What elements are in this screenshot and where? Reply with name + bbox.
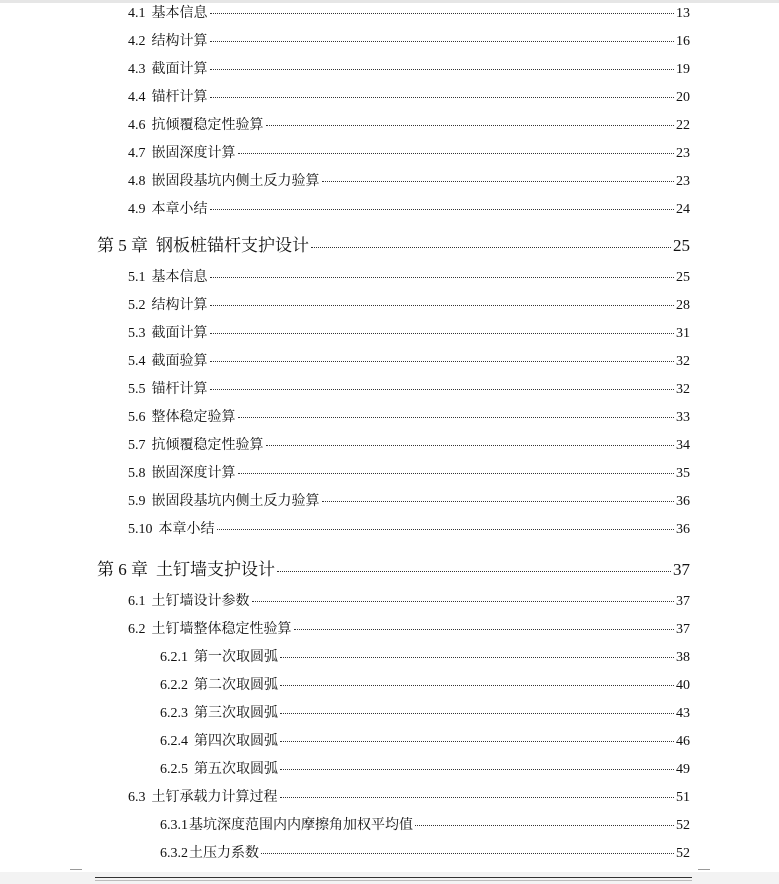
toc-section-entry[interactable]: [128, 618, 690, 638]
footer-rule: [95, 877, 692, 878]
toc-dot-leader: [210, 209, 675, 210]
toc-section-entry[interactable]: [128, 58, 690, 78]
toc-entry-number: 5.5: [128, 382, 146, 397]
toc-subsection-entry[interactable]: [160, 842, 690, 862]
toc-entry-title: 基本信息: [151, 270, 208, 285]
toc-dot-leader: [210, 305, 675, 306]
toc-entry-title: 土钉承载力计算过程: [151, 790, 278, 805]
toc-dot-leader: [210, 13, 675, 14]
toc-entry-title: 整体稳定验算: [151, 410, 236, 425]
toc-page-number: 24: [676, 202, 690, 217]
toc-section-entry[interactable]: [128, 2, 690, 22]
toc-entry-title: 本章小结: [158, 522, 215, 537]
toc-section-entry[interactable]: [128, 30, 690, 50]
toc-entry-title: 基本信息: [151, 6, 208, 21]
toc-dot-leader: [210, 277, 675, 278]
toc-entry-number: 5.10: [128, 522, 153, 537]
toc-entry-number: 第 5 章: [97, 236, 148, 255]
toc-dot-leader: [277, 571, 671, 572]
toc-page-number: 13: [676, 6, 690, 21]
toc-section-entry[interactable]: [128, 322, 690, 342]
toc-entry-title: 锚杆计算: [151, 90, 208, 105]
toc-entry-title: 截面计算: [151, 326, 208, 341]
toc-dot-leader: [210, 97, 675, 98]
toc-entry-title: 嵌固深度计算: [151, 146, 236, 161]
toc-section-entry[interactable]: [128, 86, 690, 106]
toc-dot-leader: [210, 69, 675, 70]
toc-page-number: 28: [676, 298, 690, 313]
toc-entry-number: 5.4: [128, 354, 146, 369]
toc-section-entry[interactable]: [128, 294, 690, 314]
toc-section-entry[interactable]: [128, 406, 690, 426]
toc-page-number: 22: [676, 118, 690, 133]
toc-page-number: 37: [676, 622, 690, 637]
toc-dot-leader: [266, 125, 675, 126]
toc-dot-leader: [238, 417, 675, 418]
toc-dot-leader: [311, 247, 671, 248]
toc-page-number: 52: [676, 846, 690, 861]
toc-section-entry[interactable]: [128, 350, 690, 370]
toc-entry-number: 5.6: [128, 410, 146, 425]
toc-page-number: 35: [676, 466, 690, 481]
toc-subsection-entry[interactable]: [160, 814, 690, 834]
toc-entry-number: 5.8: [128, 466, 146, 481]
toc-entry-number: 6.2.3: [160, 706, 188, 721]
toc-dot-leader: [210, 389, 675, 390]
footer-rule-secondary: [95, 880, 692, 881]
toc-dot-leader: [280, 713, 674, 714]
toc-entry-title: 土钉墙设计参数: [151, 594, 250, 609]
toc-page-number: 25: [676, 270, 690, 285]
toc-dot-leader: [322, 501, 675, 502]
toc-entry-number: 5.1: [128, 270, 146, 285]
toc-page-number: 31: [676, 326, 690, 341]
toc-entry-number: 6.1: [128, 594, 146, 609]
toc-entry-number: 第 6 章: [97, 560, 148, 579]
toc-dot-leader: [217, 529, 675, 530]
toc-dot-leader: [210, 361, 675, 362]
toc-page-number: 32: [676, 382, 690, 397]
toc-entry-number: 6.2.1: [160, 650, 188, 665]
toc-page-number: 25: [673, 236, 690, 255]
toc-dot-leader: [210, 41, 675, 42]
toc-subsection-entry[interactable]: [160, 646, 690, 666]
toc-entry-number: 5.9: [128, 494, 146, 509]
toc-section-entry[interactable]: [128, 170, 690, 190]
toc-entry-title: 土钉墙整体稳定性验算: [151, 622, 292, 637]
toc-section-entry[interactable]: [128, 518, 690, 538]
toc-entry-title: 抗倾覆稳定性验算: [151, 438, 264, 453]
toc-subsection-entry[interactable]: [160, 702, 690, 722]
toc-entry-title: 钢板桩锚杆支护设计: [156, 236, 309, 255]
toc-page-number: 23: [676, 146, 690, 161]
toc-section-entry[interactable]: [128, 198, 690, 218]
toc-entry-number: 4.8: [128, 174, 146, 189]
toc-entry-number: 6.3.1: [160, 818, 188, 833]
toc-dot-leader: [280, 657, 674, 658]
toc-dot-leader: [280, 797, 675, 798]
toc-entry-number: 4.4: [128, 90, 146, 105]
toc-page-number: 37: [676, 594, 690, 609]
toc-page-number: 51: [676, 790, 690, 805]
toc-entry-number: 4.2: [128, 34, 146, 49]
toc-page-number: 49: [676, 762, 690, 777]
toc-dot-leader: [210, 333, 675, 334]
crop-mark-right: [698, 869, 710, 870]
toc-entry-number: 6.2.5: [160, 762, 188, 777]
toc-page-number: 36: [676, 494, 690, 509]
toc-entry-number: 6.3: [128, 790, 146, 805]
toc-page-number: 23: [676, 174, 690, 189]
toc-subsection-entry[interactable]: [160, 758, 690, 778]
toc-entry-title: 第三次取圆弧: [194, 706, 278, 721]
toc-section-entry[interactable]: [128, 266, 690, 286]
toc-page-number: 20: [676, 90, 690, 105]
toc-section-entry[interactable]: [128, 462, 690, 482]
toc-dot-leader: [238, 473, 675, 474]
toc-page-number: 32: [676, 354, 690, 369]
toc-subsection-entry[interactable]: [160, 674, 690, 694]
toc-entry-title: 截面计算: [151, 62, 208, 77]
toc-entry-number: 5.3: [128, 326, 146, 341]
toc-section-entry[interactable]: [128, 378, 690, 398]
toc-page-number: 46: [676, 734, 690, 749]
toc-dot-leader: [266, 445, 675, 446]
toc-entry-title: 土压力系数: [189, 846, 259, 861]
toc-entry-title: 抗倾覆稳定性验算: [151, 118, 264, 133]
toc-chapter-entry[interactable]: [97, 231, 690, 256]
toc-entry-title: 土钉墙支护设计: [156, 560, 275, 579]
toc-entry-title: 第二次取圆弧: [194, 678, 278, 693]
toc-section-entry[interactable]: [128, 490, 690, 510]
toc-dot-leader: [261, 853, 674, 854]
crop-mark-left: [70, 869, 82, 870]
toc-dot-leader: [294, 629, 675, 630]
toc-entry-number: 6.3.2: [160, 846, 188, 861]
toc-page-number: 16: [676, 34, 690, 49]
toc-entry-title: 嵌固段基坑内侧土反力验算: [151, 494, 320, 509]
toc-page-number: 36: [676, 522, 690, 537]
toc-entry-number: 5.7: [128, 438, 146, 453]
toc-section-entry[interactable]: [128, 142, 690, 162]
toc-entry-title: 基坑深度范围内内摩擦角加权平均值: [189, 818, 413, 833]
toc-entry-title: 嵌固段基坑内侧土反力验算: [151, 174, 320, 189]
toc-entry-title: 第一次取圆弧: [194, 650, 278, 665]
toc-dot-leader: [252, 601, 675, 602]
toc-section-entry[interactable]: [128, 590, 690, 610]
toc-page-number: 38: [676, 650, 690, 665]
toc-dot-leader: [280, 769, 674, 770]
toc-section-entry[interactable]: [128, 434, 690, 454]
toc-entry-title: 锚杆计算: [151, 382, 208, 397]
toc-entry-number: 4.6: [128, 118, 146, 133]
toc-page-number: 33: [676, 410, 690, 425]
toc-section-entry[interactable]: [128, 114, 690, 134]
toc-entry-title: 嵌固深度计算: [151, 466, 236, 481]
toc-page-number: 19: [676, 62, 690, 77]
toc-dot-leader: [415, 825, 674, 826]
toc-page-number: 40: [676, 678, 690, 693]
toc-entry-number: 5.2: [128, 298, 146, 313]
toc-entry-number: 4.3: [128, 62, 146, 77]
toc-entry-title: 本章小结: [151, 202, 208, 217]
toc-entry-number: 4.9: [128, 202, 146, 217]
toc-dot-leader: [322, 181, 675, 182]
toc-entry-number: 6.2.2: [160, 678, 188, 693]
toc-entry-number: 6.2.4: [160, 734, 188, 749]
toc-entry-number: 4.1: [128, 6, 146, 21]
toc-dot-leader: [280, 741, 674, 742]
toc-page-number: 37: [673, 560, 690, 579]
toc-entry-number: 6.2: [128, 622, 146, 637]
toc-entry-title: 第四次取圆弧: [194, 734, 278, 749]
toc-entry-title: 结构计算: [151, 34, 208, 49]
toc-subsection-entry[interactable]: [160, 730, 690, 750]
toc-page-number: 52: [676, 818, 690, 833]
toc-dot-leader: [280, 685, 674, 686]
toc-dot-leader: [238, 153, 675, 154]
toc-entry-number: 4.7: [128, 146, 146, 161]
toc-page-number: 43: [676, 706, 690, 721]
toc-chapter-entry[interactable]: [97, 555, 690, 580]
toc-entry-title: 截面验算: [151, 354, 208, 369]
toc-section-entry[interactable]: [128, 786, 690, 806]
toc-page-number: 34: [676, 438, 690, 453]
toc-entry-title: 第五次取圆弧: [194, 762, 278, 777]
page-bottom-band: [0, 872, 779, 884]
toc-entry-title: 结构计算: [151, 298, 208, 313]
